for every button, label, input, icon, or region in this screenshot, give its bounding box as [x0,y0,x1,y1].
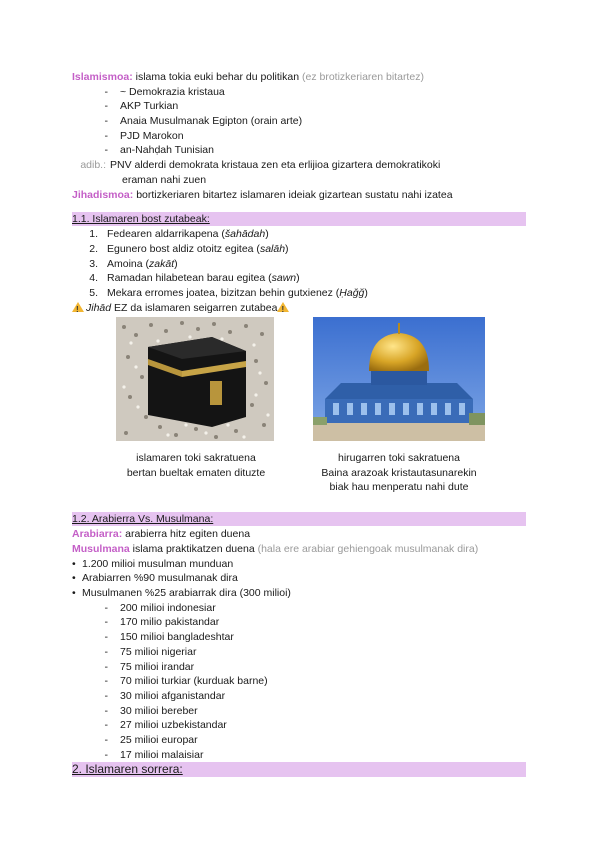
list-item: - 75 milioi irandar [104,660,195,673]
islamismoa-text: islama tokia euki behar du politikan [132,71,300,83]
images-row [72,315,526,507]
dome-caption: hirugarren toki sakratuena Baina arazoak kristautasunarekin biak hau menperatu nahi dute [321,452,477,494]
document-page [72,70,526,778]
list-item: - Anaia Musulmanak Egipton (orain arte) [104,115,303,128]
warning-icon [72,302,84,312]
adib-example: adib.: PNV alderdi demokrata kristaua zen eta erlijioa gizartera demokratikoki [72,158,526,173]
list-item: - 150 milioi bangladeshtar [104,631,234,644]
list-item: - 30 milioi bereber [104,704,198,717]
kaaba-image [116,317,274,441]
list-item: • 1.200 milioi musulman munduan [72,557,234,570]
list-item: - 70 milioi turkiar (kurduak barne) [104,675,268,688]
adib-label: adib.: [80,159,106,172]
islamismoa-term: Islamismoa: [72,71,133,83]
jihadismoa-term: Jihadismoa: [72,188,134,201]
population-list [72,601,526,763]
list-item: - 30 milioi afganistandar [104,689,226,702]
list-item: - 200 milioi indonesiar [104,601,216,614]
list-item: - 25 milioi europar [104,733,198,746]
adib-example-cont: eraman nahi zuen [122,173,207,186]
list-item: 4. Ramadan hilabetean barau egitea (sawn) [89,272,300,285]
list-item: • Arabiarren %90 musulmanak dira [72,572,238,585]
list-item: - 27 milioi uzbekistandar [104,719,227,732]
list-item: - 75 milioi nigeriar [104,645,197,658]
section-heading-origin: 2. Islamaren sorrera: [72,762,526,777]
list-item: - 170 milio pakistandar [104,616,220,629]
section-heading-pillars: 1.1. Islamaren bost zutabeak: [72,212,526,226]
kaaba-caption: islamaren toki sakratuena bertan bueltak ematen dituzte [126,452,266,479]
arabiarra-definition: Arabiarra: arabierra hitz egiten duena [72,528,251,541]
islamismoa-examples [72,85,526,158]
warning-icon [277,302,289,312]
islamismoa-definition [72,70,526,85]
list-item: - AKP Turkian [104,100,179,113]
list-item: - an-Nahḍah Tunisian [104,144,214,157]
pillars-list [72,227,526,300]
jihadismoa-definition: Jihadismoa: bortizkeriaren bitartez islamaren ideiak gizartean sustatu nahi izatea [72,188,453,201]
list-item: 5. Mekara erromes joatea, bizitzan behin gutxienez (Ḥağğ) [89,286,368,299]
list-item: - ~ Demokrazia kristaua [104,85,225,98]
list-item: 3. Amoina (zakāt) [89,257,178,270]
list-item: 1. Fedearen aldarrikapena (šahādah) [89,228,269,241]
dome-of-the-rock-image [313,317,485,441]
musulmana-definition: Musulmana islama praktikatzen duena (hala ere arabiar gehiengoak musulmanak dira) [72,543,479,555]
list-item: - 17 milioi malaisiar [104,748,204,761]
list-item: - PJD Marokon [104,129,184,142]
islamismoa-note: (ez brotizkeriaren bitartez) [299,71,424,83]
jihad-warning: !Jihād EZ da islamaren seigarren zutabea! [72,301,526,316]
section-heading-arabic-vs-muslim: 1.2. Arabierra Vs. Musulmana: [72,512,526,526]
list-item: 2. Egunero bost aldiz otoitz egitea (salāh) [89,242,289,255]
stats-bullets [72,557,526,601]
list-item: • Musulmanen %25 arabiarrak dira (300 milioi) [72,587,291,600]
